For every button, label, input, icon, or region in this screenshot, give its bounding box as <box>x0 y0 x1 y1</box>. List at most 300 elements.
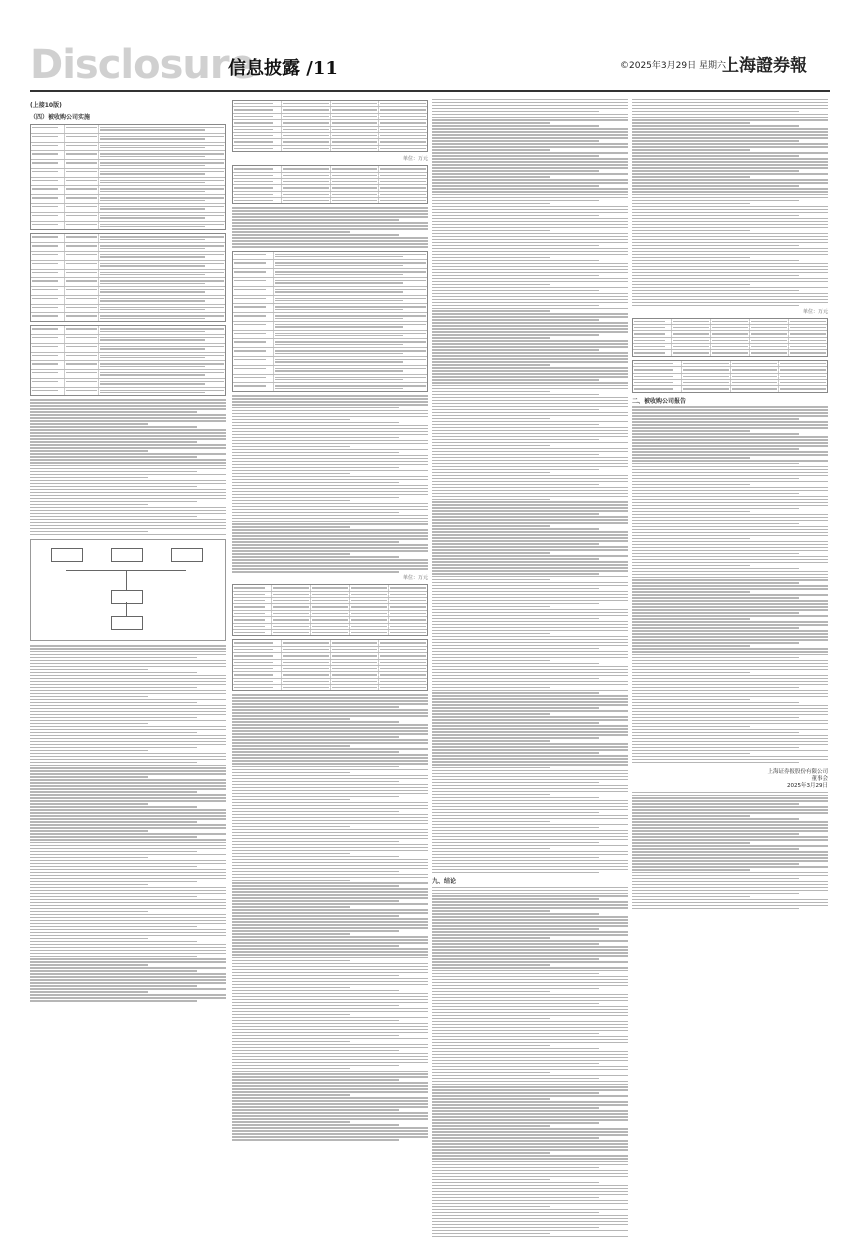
text-line <box>432 1119 628 1120</box>
text-line <box>232 930 399 931</box>
text-line <box>232 1133 428 1134</box>
table-cell <box>233 624 272 629</box>
table-cell <box>331 166 380 171</box>
text-line <box>232 1065 399 1066</box>
text-line <box>632 529 828 530</box>
text-line <box>432 346 628 347</box>
text-line <box>432 475 628 476</box>
text-line <box>432 1084 628 1085</box>
text-line <box>432 740 550 741</box>
text-line <box>30 881 197 882</box>
table-cell <box>233 120 282 125</box>
table-cell <box>672 338 711 343</box>
text-line <box>232 760 428 761</box>
text-line <box>432 695 628 696</box>
text-line <box>30 756 226 757</box>
text-line <box>30 893 226 894</box>
text-line <box>232 1008 428 1009</box>
text-line <box>632 197 828 198</box>
data-table <box>30 233 226 322</box>
text-line <box>432 382 628 383</box>
text-line <box>632 117 828 118</box>
text-line <box>632 606 828 607</box>
text-line <box>232 476 428 477</box>
text-line <box>232 778 428 779</box>
text-line <box>432 1051 628 1052</box>
text-line <box>632 278 828 279</box>
text-line <box>232 909 428 910</box>
table-cell <box>331 146 380 151</box>
text-line <box>432 988 599 989</box>
table-cell <box>331 679 380 684</box>
table-cell <box>233 107 282 112</box>
text-line <box>432 1116 628 1117</box>
text-line <box>632 565 750 566</box>
table-cell <box>233 114 282 119</box>
text-line <box>232 422 399 423</box>
text-line <box>232 228 428 229</box>
table-cell <box>389 617 427 622</box>
table-cell <box>311 604 350 609</box>
table-cell <box>379 192 427 197</box>
text-line <box>232 811 399 812</box>
table-cell <box>65 353 99 361</box>
text-line <box>232 231 350 232</box>
text-line <box>432 657 628 658</box>
table-row <box>233 304 427 313</box>
text-line <box>30 726 226 727</box>
text-line <box>432 887 628 888</box>
text-line <box>232 766 399 767</box>
text-line <box>632 430 750 431</box>
text-line <box>632 236 828 237</box>
text-line <box>432 176 550 177</box>
text-line <box>432 119 628 120</box>
text-line <box>432 1167 599 1168</box>
text-line <box>432 725 628 726</box>
text-line <box>30 979 226 980</box>
table-cell <box>282 127 331 132</box>
text-line <box>632 681 828 682</box>
text-line <box>432 830 628 831</box>
text-line <box>432 615 628 616</box>
text-line <box>432 1101 628 1102</box>
text-line <box>432 597 628 598</box>
text-line <box>432 728 628 729</box>
text-line <box>432 722 599 723</box>
table-cell <box>682 367 731 372</box>
text-line <box>632 179 828 180</box>
text-line <box>432 206 628 207</box>
text-line <box>432 872 599 873</box>
table-cell <box>272 585 311 590</box>
text-line <box>232 912 428 913</box>
text-line <box>432 242 628 243</box>
text-line <box>632 114 828 115</box>
paper-name: 上海證券報 <box>722 56 807 76</box>
data-table <box>232 165 428 204</box>
text-line <box>432 111 599 112</box>
table-cell <box>233 630 272 635</box>
text-line <box>632 893 799 894</box>
table-cell <box>331 173 380 178</box>
text-line <box>30 435 226 436</box>
text-line <box>632 200 799 201</box>
table-row <box>31 326 225 335</box>
text-line <box>232 865 428 866</box>
table-row <box>31 186 225 195</box>
table-cell <box>233 660 282 665</box>
text-line <box>232 862 428 863</box>
text-line <box>632 105 828 106</box>
table-cell <box>65 213 99 221</box>
text-line <box>632 696 828 697</box>
text-line <box>30 908 226 909</box>
table-cell <box>789 344 827 349</box>
text-line <box>632 293 828 294</box>
text-line <box>632 872 828 873</box>
table-cell <box>272 624 311 629</box>
text-line <box>432 663 599 664</box>
table-row <box>31 178 225 187</box>
column-2 <box>232 97 428 1237</box>
table-row <box>233 260 427 269</box>
text-line <box>232 410 428 411</box>
text-line <box>632 723 828 724</box>
text-line <box>232 915 399 916</box>
table-row <box>233 296 427 305</box>
text-line <box>432 1209 628 1210</box>
text-line <box>30 920 226 921</box>
text-line <box>232 1094 350 1095</box>
text-line <box>232 835 428 836</box>
text-line <box>432 215 599 216</box>
text-line <box>432 1012 628 1013</box>
text-line <box>632 484 750 485</box>
text-line <box>432 842 599 843</box>
table-row <box>31 379 225 388</box>
table-cell <box>274 269 427 277</box>
table-row <box>31 222 225 230</box>
table-cell <box>99 270 225 278</box>
text-line <box>232 736 399 737</box>
text-line <box>432 567 628 568</box>
text-line <box>30 444 226 445</box>
text-line <box>432 1200 628 1201</box>
table-cell <box>233 598 272 603</box>
text-line <box>232 1118 428 1119</box>
text-line <box>232 544 428 545</box>
text-line <box>632 744 828 745</box>
text-line <box>432 761 628 762</box>
text-line <box>232 894 428 895</box>
text-line <box>232 903 428 904</box>
text-line <box>30 660 226 661</box>
text-line <box>632 445 828 446</box>
text-line <box>432 463 628 464</box>
text-line <box>232 237 428 238</box>
text-line <box>432 230 550 231</box>
text-line <box>432 719 628 720</box>
table-cell <box>750 350 789 355</box>
text-line <box>232 535 428 536</box>
text-line <box>632 708 828 709</box>
text-line <box>432 313 628 314</box>
text-line <box>30 830 148 831</box>
text-line <box>632 242 828 243</box>
table-row <box>233 278 427 287</box>
text-line <box>232 709 428 710</box>
text-line <box>432 579 550 580</box>
text-line <box>632 203 750 204</box>
text-line <box>632 496 828 497</box>
text-line <box>432 451 628 452</box>
table-cell <box>274 357 427 365</box>
text-line <box>232 880 350 881</box>
text-line <box>232 906 350 907</box>
text-line <box>632 854 828 855</box>
text-line <box>232 703 428 704</box>
text-line <box>432 239 628 240</box>
text-line <box>632 128 828 129</box>
table-cell <box>233 198 282 203</box>
text-line <box>432 337 550 338</box>
table-cell <box>711 319 750 324</box>
table-cell <box>31 344 65 352</box>
text-line <box>432 275 599 276</box>
section-heading: 二、被收购公司报告 <box>632 397 687 405</box>
text-line <box>632 212 828 213</box>
text-line <box>432 639 628 640</box>
text-line <box>232 751 399 752</box>
table-cell <box>31 252 65 260</box>
text-line <box>432 436 628 437</box>
text-line <box>432 218 628 219</box>
text-line <box>432 749 628 750</box>
column-heading: (上接10版) <box>30 102 62 109</box>
table-cell <box>331 101 380 106</box>
table-cell <box>31 186 65 194</box>
table-cell <box>65 361 99 369</box>
text-line <box>432 385 628 386</box>
text-line <box>232 1005 399 1006</box>
text-line <box>432 128 628 129</box>
text-line <box>30 447 226 448</box>
text-line <box>632 448 799 449</box>
table-cell <box>331 179 380 184</box>
text-line <box>432 788 628 789</box>
text-line <box>632 152 828 153</box>
text-line <box>30 788 226 789</box>
text-line <box>232 954 428 955</box>
text-line <box>632 215 799 216</box>
text-line <box>632 711 828 712</box>
text-line <box>30 970 197 971</box>
text-line <box>30 875 226 876</box>
text-line <box>632 275 799 276</box>
text-line <box>632 714 828 715</box>
text-line <box>232 712 428 713</box>
table-row <box>233 198 427 203</box>
text-line <box>432 1110 628 1111</box>
text-line <box>432 857 599 858</box>
text-line <box>232 440 428 441</box>
text-line <box>232 1130 428 1131</box>
table-cell <box>350 630 389 635</box>
table-cell <box>31 287 65 295</box>
text-line <box>30 997 226 998</box>
text-line <box>632 161 828 162</box>
text-line <box>30 504 148 505</box>
table-cell <box>389 611 427 616</box>
text-line <box>30 929 226 930</box>
text-line <box>432 734 628 735</box>
text-line <box>30 480 226 481</box>
text-line <box>432 361 628 362</box>
text-line <box>30 708 226 709</box>
text-line <box>432 310 550 311</box>
text-line <box>632 454 828 455</box>
text-line <box>432 1045 550 1046</box>
text-line <box>632 756 828 757</box>
text-line <box>632 469 828 470</box>
text-line <box>632 618 750 619</box>
text-line <box>632 594 828 595</box>
text-line <box>432 519 628 520</box>
text-line <box>30 474 226 475</box>
table-row <box>233 313 427 322</box>
text-line <box>432 806 628 807</box>
text-line <box>432 1104 628 1105</box>
text-line <box>632 269 828 270</box>
table-cell <box>65 243 99 251</box>
table-cell <box>233 383 274 391</box>
table-row <box>31 204 225 213</box>
text-line <box>632 824 828 825</box>
text-line <box>432 1006 628 1007</box>
text-line <box>632 591 750 592</box>
text-line <box>232 562 428 563</box>
text-line <box>232 829 428 830</box>
table-row <box>31 361 225 370</box>
text-line <box>632 693 828 694</box>
text-line <box>432 961 628 962</box>
text-line <box>432 510 628 511</box>
text-line <box>632 553 799 554</box>
text-line <box>432 672 628 673</box>
text-line <box>232 784 428 785</box>
table-row <box>633 350 827 355</box>
text-line <box>30 489 226 490</box>
text-line <box>432 1170 628 1171</box>
text-line <box>432 609 628 610</box>
section-title: 信息披露 /11 <box>228 58 338 79</box>
table-row <box>31 344 225 353</box>
text-line <box>432 594 628 595</box>
text-line <box>232 957 428 958</box>
text-line <box>232 859 428 860</box>
table-cell <box>99 125 225 133</box>
text-line <box>632 672 750 673</box>
table-cell <box>31 270 65 278</box>
table-cell <box>379 101 427 106</box>
text-line <box>432 412 628 413</box>
text-line <box>432 1203 628 1204</box>
text-line <box>432 415 628 416</box>
text-line <box>432 1081 628 1082</box>
text-line <box>432 970 628 971</box>
text-line <box>632 535 828 536</box>
text-line <box>432 991 550 992</box>
text-line <box>232 1029 428 1030</box>
text-line <box>432 146 628 147</box>
table-cell <box>233 192 282 197</box>
column-3 <box>432 97 628 1237</box>
text-line <box>632 732 799 733</box>
table-cell <box>65 379 99 387</box>
text-line <box>232 718 350 719</box>
text-line <box>30 516 197 517</box>
text-line <box>30 806 197 807</box>
text-line <box>432 824 628 825</box>
text-line <box>432 764 628 765</box>
text-line <box>432 1092 599 1093</box>
text-line <box>632 260 799 261</box>
table-cell <box>274 366 427 374</box>
text-line <box>432 406 628 407</box>
table-cell <box>282 146 331 151</box>
text-line <box>432 591 628 592</box>
text-line <box>30 860 226 861</box>
text-line <box>232 243 428 244</box>
text-line <box>432 973 599 974</box>
table-cell <box>672 344 711 349</box>
text-line <box>432 827 599 828</box>
text-line <box>232 216 428 217</box>
text-line <box>232 1085 428 1086</box>
data-table <box>232 584 428 636</box>
text-line <box>432 442 628 443</box>
text-line <box>30 854 226 855</box>
table-cell <box>274 339 427 347</box>
table-cell <box>731 374 780 379</box>
table-cell <box>31 222 65 230</box>
table-cell <box>31 125 65 133</box>
table-cell <box>99 326 225 334</box>
text-line <box>30 405 226 406</box>
table-cell <box>750 325 789 330</box>
table-row <box>31 169 225 178</box>
text-line <box>30 531 148 532</box>
text-line <box>30 926 197 927</box>
table-cell <box>282 120 331 125</box>
text-line <box>432 1078 599 1079</box>
text-line <box>232 897 428 898</box>
table-row <box>31 125 225 134</box>
text-line <box>432 302 628 303</box>
text-line <box>432 588 599 589</box>
text-line <box>432 1146 628 1147</box>
text-line <box>432 1086 628 1087</box>
text-line <box>432 1143 628 1144</box>
text-line <box>432 263 628 264</box>
text-line <box>432 794 550 795</box>
text-line <box>432 1009 628 1010</box>
text-line <box>432 308 628 309</box>
text-line <box>632 621 828 622</box>
table-cell <box>311 585 350 590</box>
text-line <box>432 800 628 801</box>
